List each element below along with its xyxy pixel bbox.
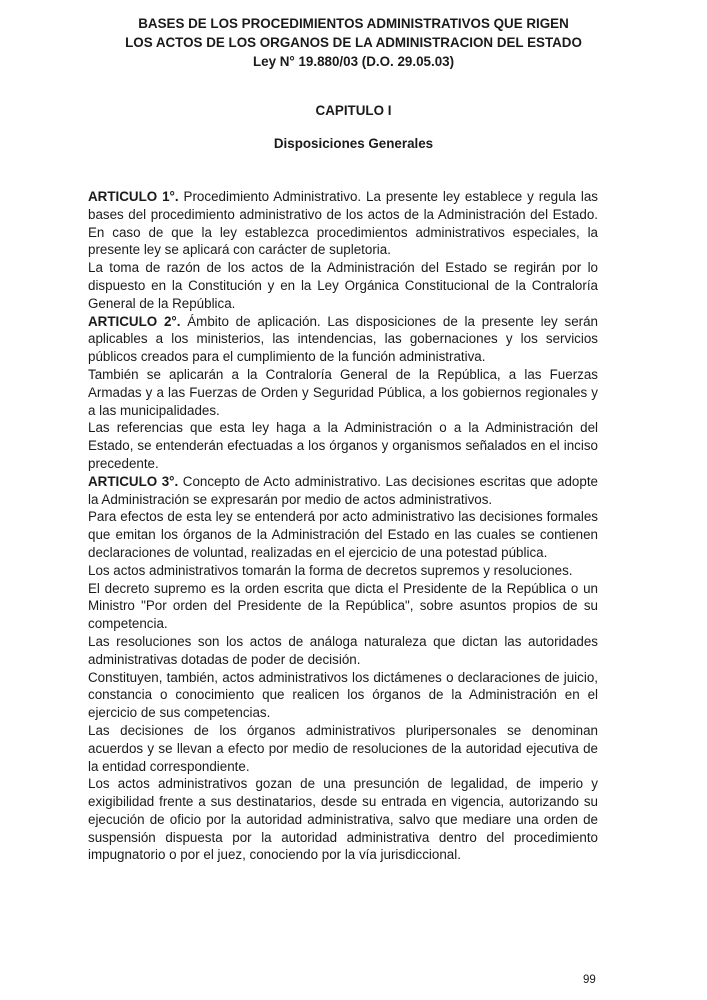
paragraph-text: El decreto supremo es la orden escrita que dicta el Presidente de la República o un Ministro "Por orden del Presidente de la República", sobre asuntos propios de su competencia. bbox=[88, 580, 598, 632]
paragraph-text: También se aplicarán a la Contraloría General de la República, a las Fuerzas Armadas y a las Fuerzas de Orden y Seguridad Pública, a los gobiernos regionales y a las municipalidades. bbox=[88, 366, 598, 418]
paragraph-text: Ámbito de aplicación. Las disposiciones de la presente ley serán aplicables a los ministerios, las intendencias, las gobernaciones y los servicios públicos creados para el cumplimiento de la función administrativa. bbox=[88, 313, 598, 365]
paragraph-text: Para efectos de esta ley se entenderá por acto administrativo las decisiones formales que emitan los órganos de la Administración del Estado en las cuales se contienen declaraciones de voluntad, realizadas en el ejercicio de una potestad pública. bbox=[88, 509, 598, 560]
paragraph-text: Constituyen, también, actos administrativos los dictámenes o declaraciones de juicio, constancia o conocimiento que realicen los órganos de la Administración en el ejercicio de sus competencias. bbox=[88, 669, 598, 721]
document-header bbox=[60, 14, 647, 71]
header-title-line-1: BASES DE LOS PROCEDIMIENTOS ADMINISTRATIVOS QUE RIGEN bbox=[138, 16, 569, 31]
paragraph-text: Las referencias que esta ley haga a la Administración o a la Administración del Estado, se entenderán efectuadas a los órganos y organismos señalados en el inciso precedente. bbox=[88, 420, 598, 471]
paragraph-text: Los actos administrativos tomarán la forma de decretos supremos y resoluciones. bbox=[88, 562, 573, 578]
paragraph bbox=[88, 580, 598, 633]
paragraph-text: La toma de razón de los actos de la Administración del Estado se regirán por lo dispuesto en la Constitución y en la Ley Orgánica Constitucional de la Contraloría General de la República. bbox=[88, 260, 598, 311]
paragraph-text: Concepto de Acto administrativo. Las decisiones escritas que adopte la Administración se expresarán por medio de actos administrativos. bbox=[88, 473, 598, 507]
paragraph-text: Las decisiones de los órganos administrativos pluripersonales se denominan acuerdos y se llevan a efecto por medio de resoluciones de la autoridad ejecutiva de la entidad correspondiente. bbox=[88, 722, 598, 774]
paragraph bbox=[88, 508, 598, 561]
document-body bbox=[88, 188, 598, 864]
article-label: ARTICULO 1°. bbox=[88, 189, 179, 204]
section-heading: Disposiciones Generales bbox=[273, 136, 434, 151]
header-title-line-2: LOS ACTOS DE LOS ORGANOS DE LA ADMINISTRACION DEL ESTADO bbox=[125, 35, 582, 50]
paragraph-text: Las resoluciones son los actos de análoga naturaleza que dictan las autoridades administrativas dotadas de poder de decisión. bbox=[88, 633, 598, 667]
paragraph bbox=[88, 419, 598, 472]
paragraph-text: Los actos administrativos gozan de una presunción de legalidad, de imperio y exigibilidad frente a sus destinatarios, desde su entrada en vigencia, autorizando su ejecución de oficio por la autoridad administrativa, salvo que mediare una orden de suspensión dispuesta por la autoridad administrativa dentro del procedimiento impugnatorio o por el juez, conociendo por la vía jurisdiccional. bbox=[88, 776, 598, 863]
paragraph bbox=[88, 313, 598, 366]
article-label: ARTICULO 2°. bbox=[88, 313, 181, 329]
paragraph bbox=[88, 633, 598, 669]
paragraph bbox=[88, 669, 598, 722]
paragraph bbox=[88, 259, 598, 312]
paragraph bbox=[88, 473, 598, 509]
article-label: ARTICULO 3°. bbox=[88, 473, 179, 489]
page-number: 99 bbox=[583, 974, 596, 986]
paragraph-text: Procedimiento Administrativo. La presente ley establece y regula las bases del procedimiento administrativo de los actos de la Administración del Estado. En caso de que la ley establezca procedimientos administrativos especiales, la presente ley se aplicará con carácter de supletoria. bbox=[88, 189, 598, 258]
header-law-reference: Ley N° 19.880/03 (D.O. 29.05.03) bbox=[252, 54, 455, 69]
paragraph bbox=[88, 562, 598, 580]
paragraph bbox=[88, 188, 598, 259]
paragraph bbox=[88, 775, 598, 864]
paragraph bbox=[88, 722, 598, 775]
paragraph bbox=[88, 366, 598, 419]
chapter-heading: CAPITULO I bbox=[315, 103, 392, 118]
